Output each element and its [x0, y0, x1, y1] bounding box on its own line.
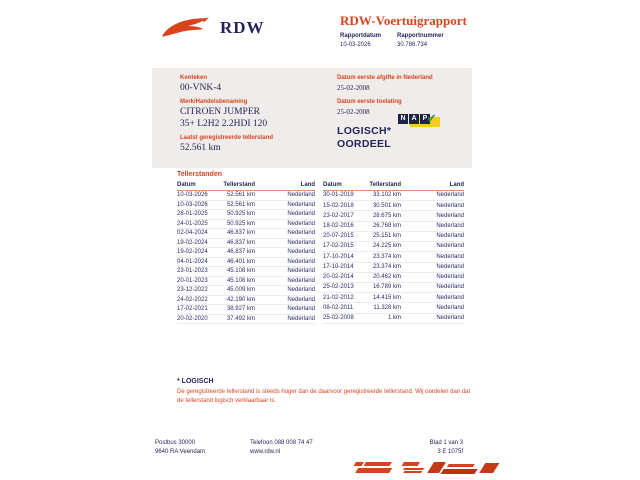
odometer-date: 25-02-2008 [323, 313, 369, 323]
odometer-country: Nederland [401, 221, 464, 231]
odometer-date: 23-02-2017 [323, 211, 369, 221]
nap-letter-n: N [398, 114, 408, 124]
verdict-line2: OORDEEL [337, 137, 392, 150]
odometer-country: Nederland [255, 305, 315, 315]
odometer-reading: 30.501 km [369, 201, 401, 211]
odometer-country: Nederland [401, 313, 464, 323]
odometer-row [323, 191, 464, 201]
odometer-row [323, 282, 464, 292]
report-date-value: 10-03-2026 [340, 42, 371, 48]
odometer-reading: 23.374 km [369, 252, 401, 262]
first-issue-nl-label: Datum eerste afgifte in Nederland [337, 75, 433, 81]
odometer-row [177, 248, 315, 258]
first-admission-value: 25-02-2008 [337, 108, 370, 116]
odometer-row [323, 303, 464, 313]
report-number-field [397, 33, 444, 48]
odometer-reading: 50.925 km [223, 210, 255, 220]
odometer-reading: 25.151 km [369, 231, 401, 241]
odometer-row [177, 238, 315, 248]
odometer-reading: 20.462 km [369, 272, 401, 282]
odometer-date: 20-01-2023 [177, 276, 223, 286]
nap-letter-p: P [420, 114, 430, 124]
column-header-country: Land [255, 181, 315, 191]
license-plate-field [180, 75, 330, 94]
odometer-row [177, 257, 315, 267]
odometer-row [323, 242, 464, 252]
odometer-table-left [177, 181, 315, 324]
make-model-label: Merk/Handelsbenaming [180, 99, 248, 105]
odometer-date: 17-02-2015 [323, 242, 369, 252]
footer-address [155, 439, 250, 457]
odometer-row [177, 314, 315, 324]
vehicle-summary-card [152, 68, 472, 168]
odometer-date: 18-02-2016 [323, 221, 369, 231]
footer-website-link[interactable]: www.rdw.nl [250, 449, 281, 455]
odometer-row [323, 293, 464, 303]
odometer-reading: 52.561 km [223, 191, 255, 201]
last-odometer-label: Laatst geregistreerde tellerstand [180, 135, 274, 141]
odometer-country: Nederland [401, 303, 464, 313]
odometer-country: Nederland [401, 293, 464, 303]
odometer-row [177, 200, 315, 210]
odometer-row [177, 229, 315, 239]
odometer-row [323, 272, 464, 282]
odometer-date: 23-12-2022 [177, 286, 223, 296]
odometer-reading: 33.102 km [369, 191, 401, 201]
odometer-reading: 52.561 km [223, 200, 255, 210]
odometer-reading: 46.401 km [223, 257, 255, 267]
odometer-country: Nederland [401, 242, 464, 252]
license-plate-value: 00-VNK-4 [180, 83, 222, 93]
odometer-country: Nederland [255, 314, 315, 324]
odometer-date: 10-03-2026 [177, 200, 223, 210]
nap-letter-a: A [409, 114, 419, 124]
speed-stripes-graphic [343, 454, 505, 480]
odometer-country: Nederland [401, 252, 464, 262]
odometer-table-right-head [323, 181, 464, 191]
vehicle-summary-right [337, 75, 472, 150]
odometer-country: Nederland [255, 267, 315, 277]
odometer-country: Nederland [401, 282, 464, 292]
odometer-date: 15-02-2018 [323, 201, 369, 211]
odometer-country: Nederland [401, 262, 464, 272]
last-odometer-value: 52.561 km [180, 143, 221, 153]
footer-address-line2: 9640 RA Veendam [155, 449, 206, 455]
last-odometer-field [180, 135, 330, 154]
odometer-row [177, 191, 315, 201]
odometer-date: 20-02-2014 [323, 272, 369, 282]
odometer-country: Nederland [401, 191, 464, 201]
odometer-row [323, 262, 464, 272]
report-number-label: Rapportnummer [397, 33, 444, 39]
odometer-row [323, 221, 464, 231]
odometer-reading: 42.190 km [223, 295, 255, 305]
odometer-date: 19-02-2024 [177, 248, 223, 258]
odometer-reading: 38.927 km [223, 305, 255, 315]
odometer-row [323, 231, 464, 241]
odometer-reading: 46.837 km [223, 229, 255, 239]
column-header-reading: Tellerstand [223, 181, 255, 191]
odometer-country: Nederland [255, 238, 315, 248]
odometer-reading: 14.415 km [369, 293, 401, 303]
odometer-country: Nederland [255, 191, 315, 201]
first-issue-nl-field [337, 75, 472, 94]
report-title: RDW-Voertuigrapport [340, 13, 467, 28]
odometer-reading: 46.837 km [223, 248, 255, 258]
vehicle-summary-left [180, 75, 330, 159]
odometer-date: 02-04-2024 [177, 229, 223, 239]
odometer-reading: 45.108 km [223, 276, 255, 286]
odometer-date: 17-10-2014 [323, 262, 369, 272]
odometer-reading: 37.492 km [223, 314, 255, 324]
odometer-date: 17-02-2021 [177, 305, 223, 315]
odometer-date: 24-02-2022 [177, 295, 223, 305]
odometer-reading: 45.108 km [223, 267, 255, 277]
odometer-reading: 46.837 km [223, 238, 255, 248]
footer-phone: Telefoon 088 008 74 47 [250, 440, 313, 446]
odometer-country: Nederland [401, 272, 464, 282]
odometer-country: Nederland [255, 295, 315, 305]
odometer-row [323, 252, 464, 262]
make-model-value-line2: 35+ L2H2 2.2HDI 120 [180, 119, 268, 129]
logisch-footnote [177, 378, 477, 406]
odometer-row [177, 219, 315, 229]
odometer-date: 25-02-2013 [323, 282, 369, 292]
odometer-reading: 45.009 km [223, 286, 255, 296]
make-model-value-line1: CITROEN JUMPER [180, 107, 260, 117]
odometer-reading: 23.374 km [369, 262, 401, 272]
column-header-reading: Tellerstand [369, 181, 401, 191]
footer-sheet-number: Blad 1 van 3 [429, 440, 463, 446]
report-meta [340, 33, 444, 48]
odometer-country: Nederland [401, 231, 464, 241]
odometer-country: Nederland [255, 286, 315, 296]
odometer-country: Nederland [401, 211, 464, 221]
odometer-date: 19-02-2024 [177, 238, 223, 248]
odometer-date: 10-03-2026 [177, 191, 223, 201]
odometer-country: Nederland [255, 229, 315, 239]
rdw-wing-logo-icon [160, 15, 210, 41]
odometer-date: 21-02-2012 [323, 293, 369, 303]
first-issue-nl-value: 25-02-2008 [337, 84, 370, 92]
odometer-row [177, 295, 315, 305]
odometer-reading: 28.675 km [369, 211, 401, 221]
odometer-country: Nederland [255, 276, 315, 286]
nap-check-icon: ✔ [427, 113, 437, 125]
verdict-line1: LOGISCH* [337, 125, 392, 137]
footer-address-line1: Postbus 30000 [155, 440, 196, 446]
odometer-reading: 24.225 km [369, 242, 401, 252]
verdict-text [337, 125, 472, 150]
column-header-date: Datum [177, 181, 223, 191]
rdw-logo-text: RDW [220, 18, 265, 37]
footnote-title: * LOGISCH [177, 378, 214, 385]
odometer-reading: 16.789 km [369, 282, 401, 292]
column-header-date: Datum [323, 181, 369, 191]
footer-form-code: 3 E 1075f [437, 449, 463, 455]
odometer-date: 28-01-2025 [177, 210, 223, 220]
odometer-row [177, 276, 315, 286]
odometer-reading: 11.328 km [369, 303, 401, 313]
odometer-row [323, 201, 464, 211]
odometer-row [177, 210, 315, 220]
odometer-date: 23-01-2023 [177, 267, 223, 277]
odometer-table-left-head [177, 181, 315, 191]
nap-logo [398, 114, 442, 128]
odometer-reading: 50.925 km [223, 219, 255, 229]
odometer-date: 20-07-2015 [323, 231, 369, 241]
odometer-country: Nederland [255, 219, 315, 229]
odometer-tables [177, 181, 464, 324]
odometer-row [177, 267, 315, 277]
odometer-row [177, 305, 315, 315]
footnote-text: De geregistreerde tellerstand is steeds hoger dan de daarvoor geregistreerde tellerstand. Wij oordelen dan dat de tellerstand logisch verklaarbaar is. [177, 389, 471, 404]
odometer-table-right [323, 181, 464, 324]
report-date-label: Rapportdatum [340, 33, 381, 39]
odometer-section-title: Tellerstanden [177, 171, 222, 178]
column-header-country: Land [401, 181, 464, 191]
odometer-country: Nederland [255, 210, 315, 220]
odometer-reading: 1 km [369, 313, 401, 323]
odometer-country: Nederland [255, 200, 315, 210]
license-plate-label: Kenteken [180, 75, 208, 81]
odometer-row [323, 211, 464, 221]
odometer-date: 20-02-2020 [177, 314, 223, 324]
odometer-date: 04-01-2024 [177, 257, 223, 267]
first-admission-label: Datum eerste toelating [337, 99, 402, 105]
odometer-date: 30-01-2019 [323, 191, 369, 201]
odometer-date: 17-10-2014 [323, 252, 369, 262]
report-number-value: 30.786.734 [397, 42, 428, 48]
rdw-brand [160, 15, 265, 41]
odometer-country: Nederland [401, 201, 464, 211]
make-model-field [180, 99, 330, 130]
odometer-date: 08-02-2011 [323, 303, 369, 313]
odometer-reading: 26.768 km [369, 221, 401, 231]
odometer-row [177, 286, 315, 296]
report-date-field [340, 33, 381, 48]
odometer-country: Nederland [255, 248, 315, 258]
odometer-country: Nederland [255, 257, 315, 267]
odometer-row [323, 313, 464, 323]
odometer-date: 24-01-2025 [177, 219, 223, 229]
